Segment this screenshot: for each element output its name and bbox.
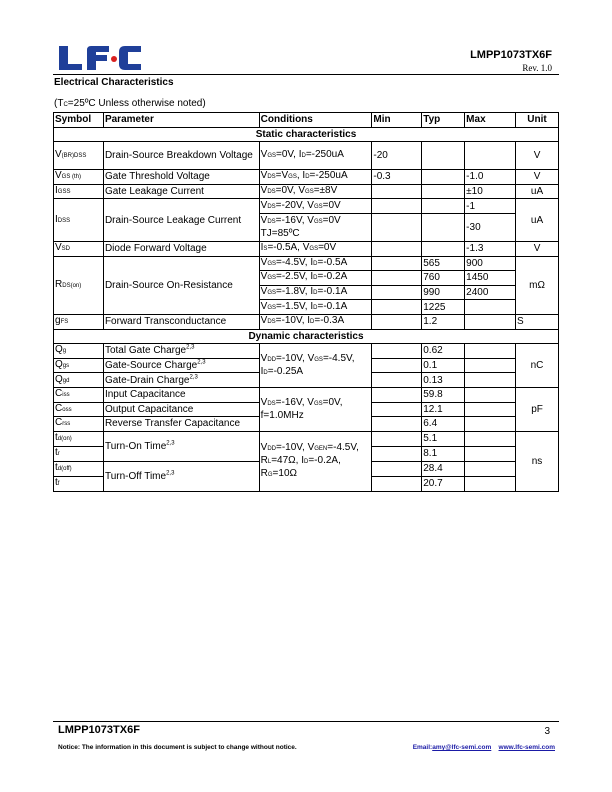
min-cell [372,358,422,373]
min-cell [372,300,422,315]
max-cell [465,476,516,491]
unit-cell: V [516,142,559,170]
symbol-cell: VGS (th) [54,170,104,185]
conditions-cell: VDS=-10V, ID=-0.3A [259,314,372,329]
max-cell [465,387,516,402]
symbol-cell: RDS(on) [54,256,104,314]
min-cell [372,314,422,329]
max-cell [465,402,516,417]
typ-cell: 0.62 [422,344,465,359]
dynamic-section-title: Dynamic characteristics [54,329,559,344]
conditions-cell: VDS=-16V, VGS=0V, f=1.0MHz [259,387,372,431]
table-row [54,314,559,329]
section-title: Electrical Characteristics [54,77,174,88]
symbol-cell: IGSS [54,184,104,199]
unit-cell: nC [516,344,559,388]
typ-cell [422,241,465,256]
max-cell: ±10 [465,184,516,199]
website-link[interactable]: www.lfc-semi.com [498,744,555,751]
max-cell: -30 [465,213,516,241]
revision-label: Rev. 1.0 [522,63,552,73]
parameter-cell: Gate-Drain Charge$^{2,3}$ [103,373,259,388]
max-cell [465,142,516,170]
min-cell [372,431,422,446]
max-cell [465,358,516,373]
parameter-cell: Reverse Transfer Capacitance [103,417,259,432]
conditions-cell: IS=-0.5A, VGS=0V [259,241,372,256]
conditions-cell: VGS=-1.8V, ID=-0.1A [259,285,372,300]
min-cell [372,184,422,199]
header-symbol: Symbol [54,113,104,128]
min-cell [372,241,422,256]
max-cell [465,314,516,329]
min-cell [372,271,422,286]
header-min: Min [372,113,422,128]
max-cell [465,373,516,388]
parameter-cell: Input Capacitance [103,387,259,402]
min-cell [372,285,422,300]
symbol-cell: tr [54,446,104,461]
conditions-cell: VGS=0V, ID=-250uA [259,142,372,170]
condition-note: (TC=25ºC Unless otherwise noted) [54,98,206,109]
email-label: Email: [412,744,433,751]
company-logo [57,44,143,72]
min-cell [372,344,422,359]
typ-cell: 565 [422,256,465,271]
symbol-cell: V(BR)DSS [54,142,104,170]
typ-cell [422,170,465,185]
header-unit: Unit [516,113,559,128]
conditions-cell: VDS=VGS, ID=-250uA [259,170,372,185]
typ-cell: 28.4 [422,461,465,476]
unit-cell: V [516,241,559,256]
unit-cell: V [516,170,559,185]
symbol-cell: Ciss [54,387,104,402]
conditions-cell: VDS=-20V, VGS=0V [259,199,372,214]
symbol-cell: td(on) [54,431,104,446]
typ-cell: 12.1 [422,402,465,417]
symbol-cell: gFS [54,314,104,329]
max-cell: -1 [465,199,516,214]
unit-cell: S [516,314,559,329]
symbol-cell: IDSS [54,199,104,242]
table-row [54,170,559,185]
unit-cell: mΩ [516,256,559,314]
unit-cell: ns [516,431,559,491]
typ-cell: 59.8 [422,387,465,402]
electrical-characteristics-table [53,112,559,492]
min-cell [372,402,422,417]
max-cell: -1.3 [465,241,516,256]
typ-cell: 8.1 [422,446,465,461]
parameter-cell: Turn-Off Time$^{2,3}$ [103,461,259,491]
parameter-cell: Drain-Source Breakdown Voltage [103,142,259,170]
min-cell [372,213,422,241]
symbol-cell: Coss [54,402,104,417]
parameter-cell: Output Capacitance [103,402,259,417]
min-cell [372,417,422,432]
min-cell [372,461,422,476]
footer-divider [53,721,559,722]
max-cell: 1450 [465,271,516,286]
typ-cell: 20.7 [422,476,465,491]
unit-cell: pF [516,387,559,431]
table-row [54,241,559,256]
min-cell [372,256,422,271]
table-row [54,184,559,199]
typ-cell: 0.13 [422,373,465,388]
header-parameter: Parameter [103,113,259,128]
header-typ: Typ [422,113,465,128]
min-cell [372,476,422,491]
max-cell [465,431,516,446]
parameter-cell: Diode Forward Voltage [103,241,259,256]
max-cell [465,446,516,461]
max-cell: 900 [465,256,516,271]
max-cell: -1.0 [465,170,516,185]
parameter-cell: Turn-On Time$^{2,3}$ [103,431,259,461]
table-row [54,199,559,214]
typ-cell [422,213,465,241]
max-cell: 2400 [465,285,516,300]
min-cell: -0.3 [372,170,422,185]
typ-cell: 0.1 [422,358,465,373]
table-row [54,256,559,271]
typ-cell: 1225 [422,300,465,315]
symbol-cell: td(off) [54,461,104,476]
min-cell: -20 [372,142,422,170]
typ-cell: 760 [422,271,465,286]
footer-part-number: LMPP1073TX6F [58,724,140,736]
min-cell [372,446,422,461]
typ-cell: 990 [422,285,465,300]
typ-cell [422,184,465,199]
conditions-cell: VDD=-10V, VGEN=-4.5V, RL=47Ω, ID=-0.2A, RG=10Ω [259,431,372,491]
typ-cell: 6.4 [422,417,465,432]
table-row [54,142,559,170]
parameter-cell: Total Gate Charge$^{2,3}$ [103,344,259,359]
conditions-cell: VDD=-10V, VGS=-4.5V, ID=-0.25A [259,344,372,388]
symbol-cell: VSD [54,241,104,256]
typ-cell: 5.1 [422,431,465,446]
symbol-cell: Crss [54,417,104,432]
conditions-cell: VGS=-1.5V, ID=-0.1A [259,300,372,315]
max-cell [465,300,516,315]
symbol-cell: Qg [54,344,104,359]
unit-cell: uA [516,184,559,199]
max-cell [465,344,516,359]
header-divider [53,74,559,75]
header-max: Max [465,113,516,128]
parameter-cell: Drain-Source On-Resistance [103,256,259,314]
typ-cell [422,199,465,214]
symbol-cell: Qgd [54,373,104,388]
parameter-cell: Gate-Source Charge$^{2,3}$ [103,358,259,373]
table-row [54,431,559,446]
table-row [54,387,559,402]
footer-notice: Notice: The information in this document is subject to change without notice. [58,744,297,751]
symbol-cell: Qgs [54,358,104,373]
unit-cell: uA [516,199,559,242]
conditions-cell: VDS=0V, VGS=±8V [259,184,372,199]
email-link[interactable]: amy@lfc-semi.com [432,744,492,751]
conditions-cell: VGS=-4.5V, ID=-0.5A [259,256,372,271]
min-cell [372,387,422,402]
parameter-cell: Gate Leakage Current [103,184,259,199]
footer-contact [413,744,555,751]
parameter-cell: Forward Transconductance [103,314,259,329]
min-cell [372,373,422,388]
typ-cell [422,142,465,170]
page-number: 3 [544,726,550,737]
header-part-number: LMPP1073TX6F [470,49,552,61]
parameter-cell: Gate Threshold Voltage [103,170,259,185]
conditions-cell: VDS=-16V, VGS=0V TJ=85ºC [259,213,372,241]
static-section-title: Static characteristics [54,127,559,142]
symbol-cell: tf [54,476,104,491]
max-cell [465,461,516,476]
parameter-cell: Drain-Source Leakage Current [103,199,259,242]
min-cell [372,199,422,214]
header-conditions: Conditions [259,113,372,128]
conditions-cell: VGS=-2.5V, ID=-0.2A [259,271,372,286]
typ-cell: 1.2 [422,314,465,329]
max-cell [465,417,516,432]
table-row [54,344,559,359]
table-header-row [54,113,559,128]
